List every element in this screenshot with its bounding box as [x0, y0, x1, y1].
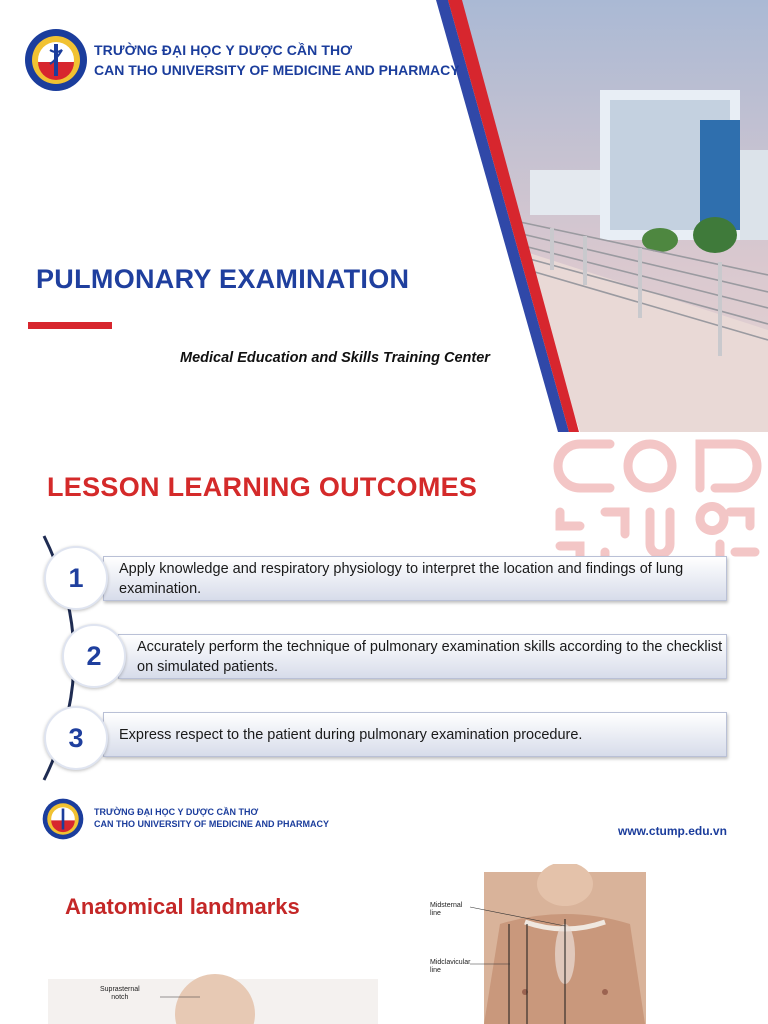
title-underline — [28, 322, 112, 329]
university-name-vn: TRƯỜNG ĐẠI HỌC Y DƯỢC CẦN THƠ — [94, 42, 353, 58]
label-midsternal: Midsternal line — [430, 902, 463, 917]
anatomy-slide — [0, 864, 768, 1024]
slide-title: LESSON LEARNING OUTCOMES — [47, 472, 478, 502]
outcome-number: 3 — [44, 706, 108, 770]
outcome-item — [118, 634, 727, 679]
outcome-number: 2 — [62, 624, 126, 688]
slide-title: Anatomical landmarks — [65, 894, 300, 919]
university-name-vn: TRƯỜNG ĐẠI HỌC Y DƯỢC CẦN THƠ — [94, 807, 259, 817]
label-suprasternal: Suprasternal notch — [100, 986, 140, 1001]
decorative-pattern — [550, 434, 768, 564]
outcome-text: Express respect to the patient during pulmonary examination procedure. — [119, 726, 583, 743]
university-logo — [42, 798, 84, 840]
title-slide — [0, 0, 768, 432]
slide-title: PULMONARY EXAMINATION — [36, 264, 410, 294]
university-name-en: CAN THO UNIVERSITY OF MEDICINE AND PHARMACY — [94, 62, 460, 78]
outcome-item — [103, 556, 727, 601]
outcome-number: 1 — [44, 546, 108, 610]
university-logo — [24, 28, 88, 92]
slide-subtitle: Medical Education and Skills Training Center — [180, 350, 490, 366]
outcomes-slide — [0, 432, 768, 864]
outcome-item — [103, 712, 727, 757]
outcome-text: Accurately perform the technique of pulmonary examination skills according to the checklist on simulated patients. — [137, 638, 723, 675]
label-midclavicular: Midclavicular line — [430, 959, 471, 974]
outcome-text: Apply knowledge and respiratory physiology to interpret the location and findings of lung examination. — [119, 560, 684, 597]
university-name-en: CAN THO UNIVERSITY OF MEDICINE AND PHARMACY — [94, 819, 330, 829]
website-link[interactable]: www.ctump.edu.vn — [618, 824, 727, 838]
